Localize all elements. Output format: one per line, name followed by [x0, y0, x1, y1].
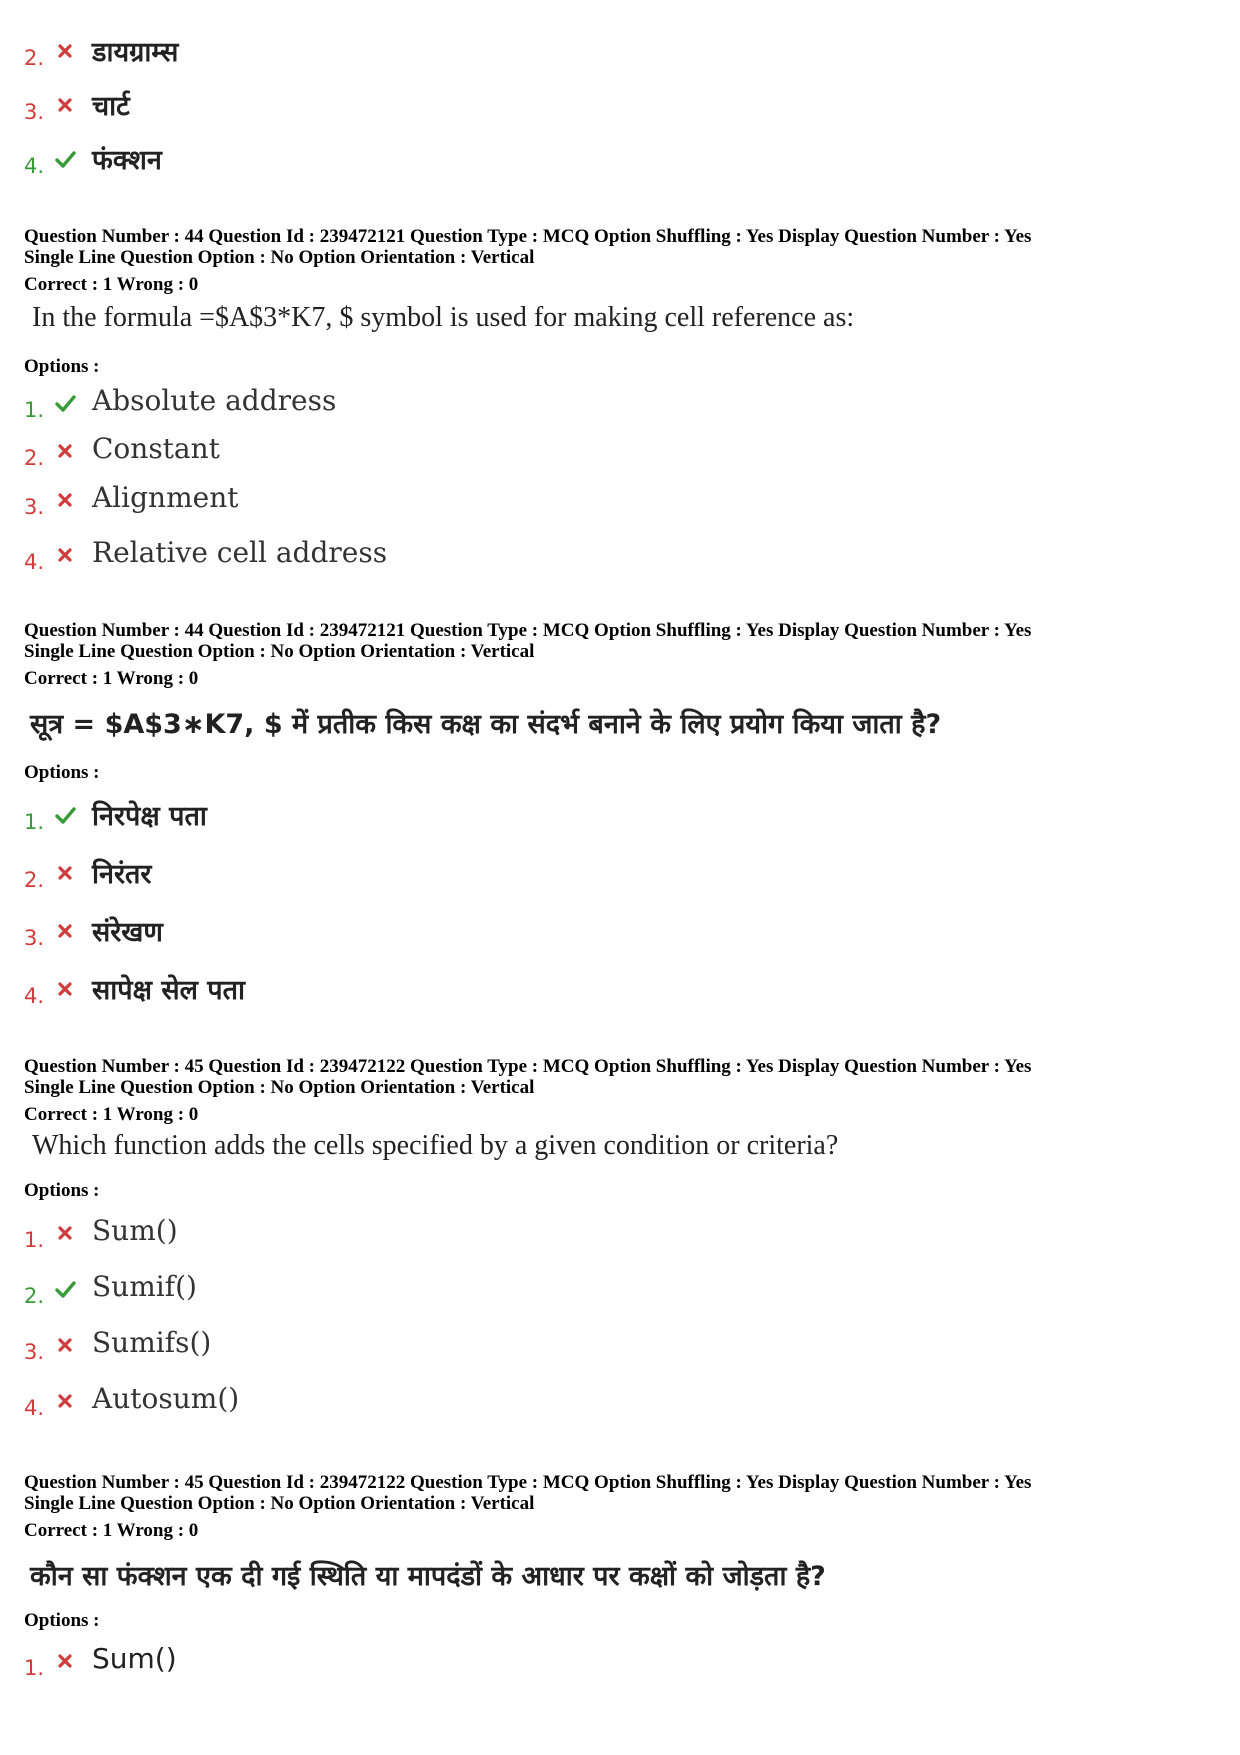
option-text: Sumif() — [92, 1270, 197, 1303]
option-text: निरपेक्ष पता — [92, 801, 207, 832]
score-line: Correct : 1 Wrong : 0 — [24, 668, 199, 689]
check-icon — [54, 392, 76, 414]
option-number: 3. — [24, 1340, 45, 1364]
option-number: 3. — [24, 926, 45, 950]
option-row — [0, 1326, 1200, 1366]
question-meta — [24, 1472, 1031, 1514]
question-meta-line: Question Number : 44 Question Id : 239472121 Question Type : MCQ Option Shuffling : Yes Display Question Number : Yes — [24, 620, 1032, 641]
cross-icon — [54, 1222, 76, 1244]
option-row — [0, 432, 1200, 472]
option-row — [0, 140, 1200, 180]
option-text: निरंतर — [92, 859, 152, 890]
option-number: 2. — [24, 446, 45, 470]
question-meta-line: Question Number : 45 Question Id : 239472122 Question Type : MCQ Option Shuffling : Yes Display Question Number : Yes — [24, 1472, 1032, 1493]
check-icon — [54, 804, 76, 826]
question-meta-line: Single Line Question Option : No Option Orientation : Vertical — [24, 1493, 535, 1514]
option-row — [0, 1270, 1200, 1310]
cross-icon — [54, 1334, 76, 1356]
cross-icon — [54, 489, 76, 511]
option-text: संरेखण — [92, 917, 163, 948]
cross-icon — [54, 978, 76, 1000]
option-number: 3. — [24, 100, 45, 124]
option-number: 2. — [24, 1284, 45, 1308]
option-row — [0, 32, 1200, 72]
score-line: Correct : 1 Wrong : 0 — [24, 1520, 199, 1541]
option-text: Sum() — [92, 1642, 177, 1675]
check-icon — [54, 148, 76, 170]
cross-icon — [54, 920, 76, 942]
option-text: सापेक्ष सेल पता — [92, 975, 246, 1006]
option-row — [0, 912, 1200, 952]
option-number: 4. — [24, 1396, 45, 1420]
option-number: 3. — [24, 495, 45, 519]
question-meta-line: Single Line Question Option : No Option Orientation : Vertical — [24, 247, 535, 268]
cross-icon — [54, 1390, 76, 1412]
option-number: 1. — [24, 398, 45, 422]
question-text: In the formula =$A$3*K7, $ symbol is used for making cell reference as: — [32, 302, 855, 333]
cross-icon — [54, 40, 76, 62]
options-label: Options : — [24, 1610, 100, 1631]
question-meta — [24, 620, 1031, 662]
option-row — [0, 481, 1200, 521]
option-row — [0, 970, 1200, 1010]
check-icon — [54, 1278, 76, 1300]
question-meta — [24, 1056, 1031, 1098]
cross-icon — [54, 1650, 76, 1672]
cross-icon — [54, 440, 76, 462]
cross-icon — [54, 94, 76, 116]
option-row — [0, 384, 1200, 424]
option-number: 2. — [24, 868, 45, 892]
option-text: Autosum() — [92, 1382, 240, 1415]
option-number: 4. — [24, 984, 45, 1008]
question-meta-line: Question Number : 44 Question Id : 239472121 Question Type : MCQ Option Shuffling : Yes Display Question Number : Yes — [24, 226, 1032, 247]
question-meta-line: Single Line Question Option : No Option Orientation : Vertical — [24, 641, 535, 662]
option-number: 1. — [24, 810, 45, 834]
score-line: Correct : 1 Wrong : 0 — [24, 1104, 199, 1125]
question-text: सूत्र = $A$3∗K7, $ में प्रतीक किस कक्ष का संदर्भ बनाने के लिए प्रयोग किया जाता है? — [30, 709, 942, 740]
option-text: Sum() — [92, 1214, 178, 1247]
option-row — [0, 1382, 1200, 1422]
options-label: Options : — [24, 356, 100, 377]
option-number: 4. — [24, 550, 45, 574]
option-text: चार्ट — [92, 91, 130, 122]
option-number: 1. — [24, 1228, 45, 1252]
question-meta — [24, 226, 1031, 268]
question-text: कौन सा फंक्शन एक दी गई स्थिति या मापदंडों के आधार पर कक्षों को जोड़ता है? — [30, 1561, 826, 1592]
option-number: 2. — [24, 46, 45, 70]
option-row — [0, 86, 1200, 126]
cross-icon — [54, 544, 76, 566]
option-text: Constant — [92, 432, 220, 465]
option-text: फंक्शन — [92, 145, 162, 176]
options-label: Options : — [24, 762, 100, 783]
option-number: 1. — [24, 1656, 45, 1680]
option-row — [0, 1642, 1200, 1682]
option-text: Sumifs() — [92, 1326, 212, 1359]
option-row — [0, 796, 1200, 836]
option-row — [0, 536, 1200, 576]
question-meta-line: Question Number : 45 Question Id : 239472122 Question Type : MCQ Option Shuffling : Yes Display Question Number : Yes — [24, 1056, 1032, 1077]
option-row — [0, 854, 1200, 894]
option-row — [0, 1214, 1200, 1254]
option-text: Absolute address — [92, 384, 337, 417]
option-text: Alignment — [92, 481, 239, 514]
question-text: Which function adds the cells specified by a given condition or criteria? — [32, 1130, 839, 1161]
option-text: Relative cell address — [92, 536, 388, 569]
score-line: Correct : 1 Wrong : 0 — [24, 274, 199, 295]
option-number: 4. — [24, 154, 45, 178]
question-meta-line: Single Line Question Option : No Option Orientation : Vertical — [24, 1077, 535, 1098]
cross-icon — [54, 862, 76, 884]
option-text: डायग्राम्स — [92, 37, 179, 68]
options-label: Options : — [24, 1180, 100, 1201]
